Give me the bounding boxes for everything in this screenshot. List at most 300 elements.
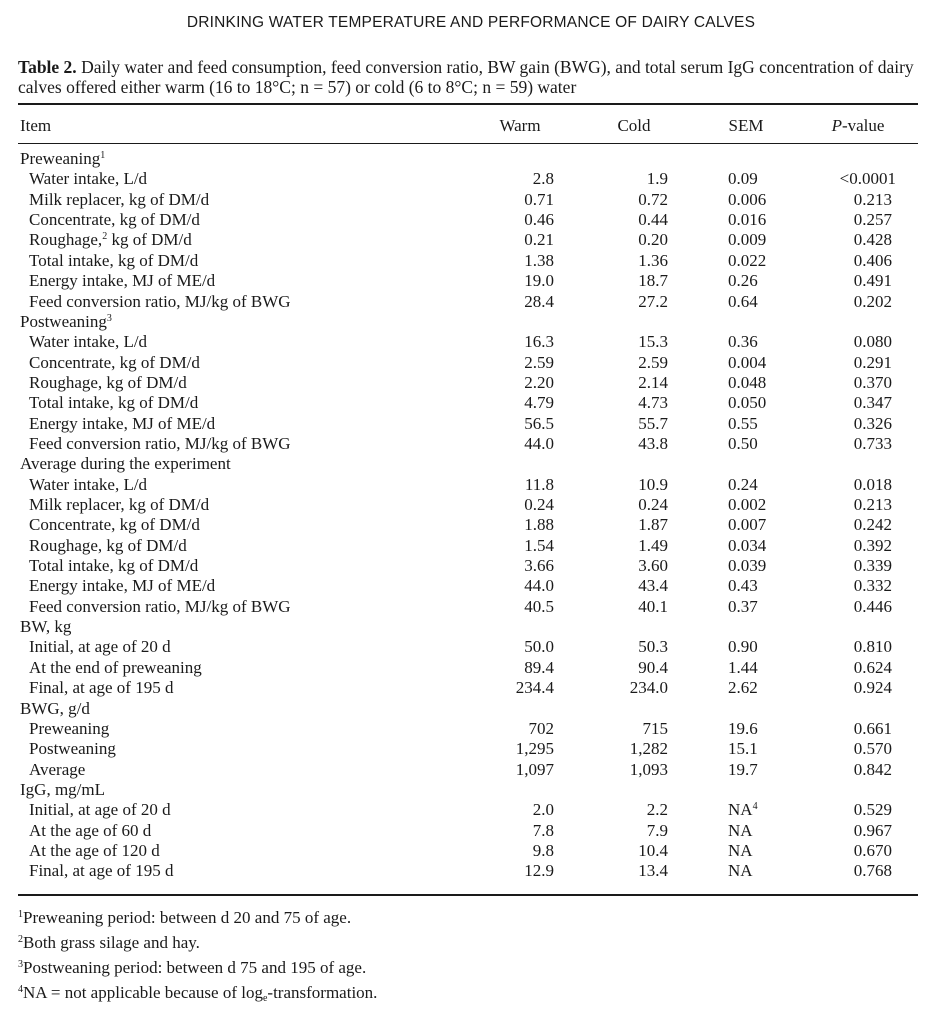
cell-cold-value: 1.9 [646, 169, 668, 189]
cell-cold-value: 1,093 [629, 759, 668, 779]
table-row [0, 576, 942, 596]
table-row [0, 637, 942, 657]
cell-p-value [820, 637, 892, 657]
cell-sem [728, 719, 788, 739]
item-text: Water intake, L/d [29, 474, 148, 494]
footnote-mark: 4 [18, 984, 23, 995]
cell-cold-value: 1.36 [638, 250, 668, 270]
table-row [0, 251, 942, 271]
cell-warm [480, 230, 554, 250]
cell-p-value [820, 821, 892, 841]
cell-p-value-value: 0.768 [853, 861, 892, 881]
cell-p-value-value: 0.202 [853, 291, 892, 311]
cell-cold-value: 43.4 [638, 576, 668, 596]
cell-p-value-value: 0.291 [853, 352, 892, 372]
cell-p-value [824, 169, 896, 189]
cell-item [29, 169, 147, 189]
item-text: At the age of 120 d [29, 840, 160, 860]
cell-p-value [820, 861, 892, 881]
cell-warm [480, 597, 554, 617]
table-row [0, 332, 942, 352]
cell-p-value [820, 353, 892, 373]
footnote [18, 980, 918, 1005]
cell-item [29, 434, 291, 454]
item-text: Final, at age of 195 d [29, 861, 174, 881]
item-text: At the age of 60 d [29, 820, 152, 840]
cell-cold [594, 841, 668, 861]
table-row [0, 719, 942, 739]
cell-warm-value: 40.5 [524, 596, 554, 616]
cell-item [20, 699, 90, 719]
item-text: Water intake, L/d [29, 332, 148, 352]
cell-sem-value: 0.90 [728, 637, 758, 657]
footnote-text: Postweaning period: between d 75 and 195 of age. [23, 958, 367, 977]
cell-cold-value: 7.9 [646, 820, 668, 840]
cell-p-value-value: 0.370 [853, 372, 892, 392]
cell-sem [728, 251, 788, 271]
cell-warm-value: 19.0 [524, 271, 554, 291]
cell-warm [480, 678, 554, 698]
table-row [0, 414, 942, 434]
cell-cold [594, 576, 668, 596]
item-text: Feed conversion ratio, MJ/kg of BWG [29, 433, 291, 453]
cell-p-value [820, 739, 892, 759]
cell-cold-value: 1.49 [638, 535, 668, 555]
item-text: Milk replacer, kg of DM/d [29, 189, 210, 209]
item-text-after: kg of DM/d [107, 230, 192, 250]
cell-item [20, 780, 105, 800]
cell-sem-value: 0.007 [728, 515, 767, 535]
cell-item [29, 760, 85, 780]
cell-p-value-value: 0.570 [853, 739, 892, 759]
group-heading-row [0, 699, 942, 719]
cell-cold-value: 0.44 [638, 210, 668, 230]
cell-p-value-value: 0.332 [853, 576, 892, 596]
cell-item [29, 678, 173, 698]
cell-item [29, 292, 291, 312]
cell-item [29, 210, 200, 230]
cell-cold [594, 739, 668, 759]
table-row [0, 597, 942, 617]
cell-sem [728, 414, 788, 434]
cell-item [29, 597, 291, 617]
cell-p-value-value: 0.661 [853, 718, 892, 738]
table-row [0, 556, 942, 576]
item-text: Total intake, kg of DM/d [29, 556, 199, 575]
cell-sem-value: 0.37 [728, 596, 758, 616]
cell-item [29, 800, 171, 820]
cell-cold [594, 637, 668, 657]
cell-warm [480, 373, 554, 393]
cell-warm [480, 353, 554, 373]
cell-item [29, 556, 198, 576]
cell-p-value-value: 0.392 [853, 535, 892, 555]
cell-warm-value: 7.8 [532, 820, 554, 840]
cell-warm [480, 414, 554, 434]
cell-cold-value: 43.8 [638, 433, 668, 453]
cell-cold [594, 536, 668, 556]
cell-warm-value: 9.8 [532, 840, 554, 860]
item-text: BW, kg [20, 617, 72, 636]
cell-sem [728, 434, 788, 454]
table-row [0, 353, 942, 373]
cell-sem [728, 821, 788, 841]
cell-sem [728, 760, 788, 780]
footnote-subscript: e [262, 993, 268, 1004]
cell-sem [728, 576, 788, 596]
cell-cold [594, 373, 668, 393]
item-text: Total intake, kg of DM/d [29, 250, 199, 270]
cell-item [29, 353, 200, 373]
table-row [0, 800, 942, 820]
cell-sem [728, 292, 788, 312]
cell-warm [480, 393, 554, 413]
cell-warm [480, 210, 554, 230]
cell-warm-value: 234.4 [515, 678, 554, 698]
footnote-text-after: -transformation. [267, 983, 378, 1002]
cell-item [29, 861, 173, 881]
cell-cold [594, 190, 668, 210]
cell-cold-value: 715 [642, 718, 668, 738]
cell-p-value-value: 0.347 [853, 393, 892, 413]
cell-sem-value: 0.55 [728, 413, 758, 433]
cell-cold-value: 40.1 [638, 596, 668, 616]
column-header-row [0, 116, 942, 136]
footnote-mark: 2 [18, 934, 23, 945]
cell-warm [480, 169, 554, 189]
cell-p-value [820, 230, 892, 250]
cell-cold-value: 0.20 [638, 230, 668, 250]
cell-warm-value: 2.59 [524, 352, 554, 372]
item-text: Concentrate, kg of DM/d [29, 515, 200, 535]
cell-p-value-value: 0.213 [853, 189, 892, 209]
cell-sem-value: NA [728, 840, 753, 860]
cell-p-value [820, 251, 892, 271]
footnote-marker: 2 [102, 231, 108, 243]
cell-p-value [820, 475, 892, 495]
cell-sem [728, 190, 788, 210]
footnote-text: Both grass silage and hay. [23, 933, 200, 952]
cell-cold-value: 27.2 [638, 291, 668, 311]
cell-sem-value: 1.44 [728, 657, 758, 677]
cell-sem-value: 0.050 [728, 393, 767, 413]
cell-item [29, 271, 215, 291]
cell-p-value-value: 0.446 [853, 596, 892, 616]
table-row [0, 821, 942, 841]
cell-sem-value: NA [728, 820, 753, 840]
cell-p-value-value: 0.491 [853, 271, 892, 291]
cell-warm-value: 1,295 [515, 739, 554, 759]
cell-warm-value: 44.0 [524, 576, 554, 596]
table-row [0, 678, 942, 698]
cell-warm [480, 271, 554, 291]
cell-warm-value: 12.9 [524, 861, 554, 881]
cell-sem-value: 0.002 [728, 495, 767, 514]
column-header-cold: Cold [617, 116, 651, 135]
item-text: Final, at age of 195 d [29, 678, 174, 698]
cell-item [29, 536, 187, 556]
cell-cold-value: 55.7 [638, 413, 668, 433]
cell-p-value-value: 0.733 [853, 433, 892, 453]
item-text: Feed conversion ratio, MJ/kg of BWG [29, 596, 291, 616]
top-rule [18, 103, 918, 105]
table-row [0, 861, 942, 881]
group-heading-row [0, 312, 942, 332]
cell-sem-value: 0.034 [728, 535, 767, 555]
cell-cold-value: 10.9 [638, 474, 668, 494]
cell-item [29, 658, 202, 678]
table-row [0, 760, 942, 780]
cell-sem [728, 800, 788, 820]
cell-warm [480, 495, 554, 515]
cell-cold [594, 210, 668, 230]
cell-p-value [820, 678, 892, 698]
cell-warm [480, 332, 554, 352]
cell-p-value-value: 0.428 [853, 230, 892, 250]
cell-sem [728, 597, 788, 617]
item-text: Roughage, kg of DM/d [29, 535, 187, 555]
cell-p-value [820, 658, 892, 678]
footnote [18, 955, 918, 980]
cell-cold-value: 50.3 [638, 637, 668, 657]
table-caption [18, 57, 924, 97]
cell-warm-value: 16.3 [524, 332, 554, 352]
cell-warm-value: 0.71 [524, 189, 554, 209]
cell-cold-value: 10.4 [638, 840, 668, 860]
cell-warm [480, 637, 554, 657]
column-header-sem: SEM [728, 116, 764, 135]
cell-sem-value: 0.048 [728, 372, 767, 392]
group-heading-row [0, 454, 942, 474]
cell-cold-value: 15.3 [638, 332, 668, 352]
cell-p-value-value: 0.339 [853, 556, 892, 575]
cell-sem [728, 271, 788, 291]
cell-item [29, 841, 160, 861]
cell-p-value [820, 495, 892, 515]
cell-warm-value: 1.54 [524, 535, 554, 555]
cell-cold [594, 760, 668, 780]
cell-sem-value: 0.009 [728, 230, 767, 250]
item-text: At the end of preweaning [29, 657, 202, 677]
cell-sem-value: 0.50 [728, 433, 758, 453]
cell-warm-value: 1,097 [515, 759, 554, 779]
cell-sem [728, 393, 788, 413]
cell-cold [594, 271, 668, 291]
item-text: Average [29, 759, 86, 779]
column-header-p-value [808, 116, 908, 136]
group-heading-row [0, 617, 942, 637]
cell-warm [480, 739, 554, 759]
cell-p-value-value: 0.842 [853, 759, 892, 779]
cell-cold [594, 821, 668, 841]
group-heading-row [0, 149, 942, 169]
cell-sem-value: 0.09 [728, 169, 758, 189]
cell-warm-value: 2.0 [532, 800, 554, 820]
cell-cold [594, 678, 668, 698]
cell-p-value [820, 719, 892, 739]
item-text: Water intake, L/d [29, 169, 148, 189]
cell-p-value [820, 800, 892, 820]
footnote-marker: 4 [752, 801, 758, 813]
cell-cold [594, 332, 668, 352]
cell-warm-value: 11.8 [524, 474, 554, 494]
cell-warm [480, 536, 554, 556]
cell-cold [594, 393, 668, 413]
cell-sem [728, 658, 788, 678]
footnote-text: NA = not applicable because of log [23, 983, 263, 1002]
item-text: Average during the experiment [20, 454, 231, 474]
cell-item [29, 637, 171, 657]
table-row [0, 475, 942, 495]
cell-p-value [820, 414, 892, 434]
cell-p-value-value: <0.0001 [839, 169, 896, 189]
item-text: Concentrate, kg of DM/d [29, 352, 200, 372]
cell-p-value-value: 0.624 [853, 657, 892, 677]
item-text: BWG, g/d [20, 698, 90, 718]
cell-item [20, 454, 231, 474]
item-text: Milk replacer, kg of DM/d [29, 495, 210, 514]
cell-warm [480, 719, 554, 739]
cell-warm [480, 841, 554, 861]
running-head: DRINKING WATER TEMPERATURE AND PERFORMANCE OF DAIRY CALVES [186, 14, 756, 31]
item-text: Total intake, kg of DM/d [29, 393, 199, 413]
cell-cold-value: 1,282 [629, 739, 668, 759]
group-heading-row [0, 780, 942, 800]
cell-cold [594, 169, 668, 189]
cell-warm [480, 251, 554, 271]
cell-sem-value: 19.7 [728, 759, 758, 779]
cell-sem-value: 0.004 [728, 352, 767, 372]
cell-warm [480, 556, 554, 576]
cell-warm-value: 702 [528, 718, 554, 738]
column-header-item: Item [20, 116, 52, 135]
cell-cold [594, 597, 668, 617]
cell-sem [728, 230, 788, 250]
table-label: Table 2. [18, 57, 77, 77]
cell-cold [594, 861, 668, 881]
cell-cold [594, 414, 668, 434]
cell-sem-value: NA [728, 800, 753, 820]
cell-warm-value: 89.4 [524, 657, 554, 677]
cell-sem-value: 2.62 [728, 678, 758, 698]
cell-warm-value: 0.46 [524, 210, 554, 230]
item-text: Postweaning [20, 311, 107, 331]
cell-cold [594, 515, 668, 535]
table-row [0, 536, 942, 556]
cell-cold [594, 475, 668, 495]
cell-sem [728, 739, 788, 759]
header-rule [18, 143, 918, 144]
p-rest: -value [841, 116, 885, 135]
cell-sem-value: NA [728, 861, 753, 881]
cell-p-value-value: 0.670 [853, 840, 892, 860]
item-text: Initial, at age of 20 d [29, 637, 171, 657]
cell-sem [728, 332, 788, 352]
cell-p-value [820, 271, 892, 291]
cell-p-value-value: 0.080 [853, 332, 892, 352]
cell-p-value [820, 332, 892, 352]
cell-item [20, 149, 105, 169]
cell-sem [728, 353, 788, 373]
cell-item [29, 230, 192, 250]
table-row [0, 190, 942, 210]
cell-warm-value: 2.8 [532, 169, 554, 189]
cell-cold-value: 3.60 [638, 556, 668, 575]
item-text: Concentrate, kg of DM/d [29, 210, 200, 230]
item-text: IgG, mg/mL [20, 779, 105, 799]
cell-sem [728, 637, 788, 657]
cell-sem-value: 0.039 [728, 556, 767, 575]
cell-warm-value: 28.4 [524, 291, 554, 311]
cell-warm-value: 4.79 [524, 393, 554, 413]
cell-item [29, 393, 198, 413]
cell-warm [480, 760, 554, 780]
cell-warm [480, 434, 554, 454]
cell-p-value [820, 841, 892, 861]
cell-p-value [820, 576, 892, 596]
cell-warm-value: 2.20 [524, 372, 554, 392]
table-caption-text: Daily water and feed consumption, feed conversion ratio, BW gain (BWG), and total serum IgG concentration of dairy calves offered either warm (16 to 18°C; n = 57) or cold (6 to 8°C; n = 59) water [18, 57, 914, 97]
cell-warm [480, 861, 554, 881]
footnote-marker: 3 [106, 312, 112, 324]
item-text: Roughage, kg of DM/d [29, 372, 187, 392]
cell-sem-value: 0.022 [728, 250, 767, 270]
cell-warm [480, 821, 554, 841]
cell-p-value-value: 0.529 [853, 800, 892, 820]
cell-cold-value: 4.73 [638, 393, 668, 413]
bottom-rule [18, 894, 918, 896]
footnote-marker: 1 [100, 150, 106, 161]
cell-item [29, 576, 215, 596]
cell-warm [480, 515, 554, 535]
footnote [18, 930, 918, 955]
cell-sem-value: 0.24 [728, 474, 758, 494]
p-italic: P [831, 116, 842, 135]
cell-cold-value: 13.4 [638, 861, 668, 881]
cell-warm-value: 50.0 [524, 637, 554, 657]
cell-sem [728, 556, 788, 576]
footnote-text: Preweaning period: between d 20 and 75 of age. [23, 908, 352, 927]
cell-cold-value: 234.0 [629, 678, 668, 698]
table-row [0, 739, 942, 759]
item-text: Preweaning [20, 149, 101, 168]
table-row [0, 230, 942, 250]
cell-item [29, 414, 215, 434]
cell-warm-value: 1.88 [524, 515, 554, 535]
cell-warm [480, 576, 554, 596]
footnotes [18, 905, 918, 1005]
cell-cold-value: 2.59 [638, 352, 668, 372]
cell-item [29, 475, 147, 495]
table-row [0, 393, 942, 413]
cell-warm-value: 56.5 [524, 413, 554, 433]
cell-cold [594, 353, 668, 373]
cell-p-value-value: 0.257 [853, 210, 892, 230]
cell-warm [480, 800, 554, 820]
cell-sem [728, 373, 788, 393]
cell-cold [594, 251, 668, 271]
cell-item [29, 373, 187, 393]
cell-sem [728, 210, 788, 230]
cell-item [20, 312, 112, 332]
cell-cold [594, 719, 668, 739]
cell-sem [728, 678, 788, 698]
cell-p-value-value: 0.018 [853, 474, 892, 494]
cell-cold [594, 658, 668, 678]
item-text: Energy intake, MJ of ME/d [29, 271, 216, 291]
cell-cold-value: 2.2 [646, 800, 668, 820]
footnote-mark: 3 [18, 959, 23, 970]
